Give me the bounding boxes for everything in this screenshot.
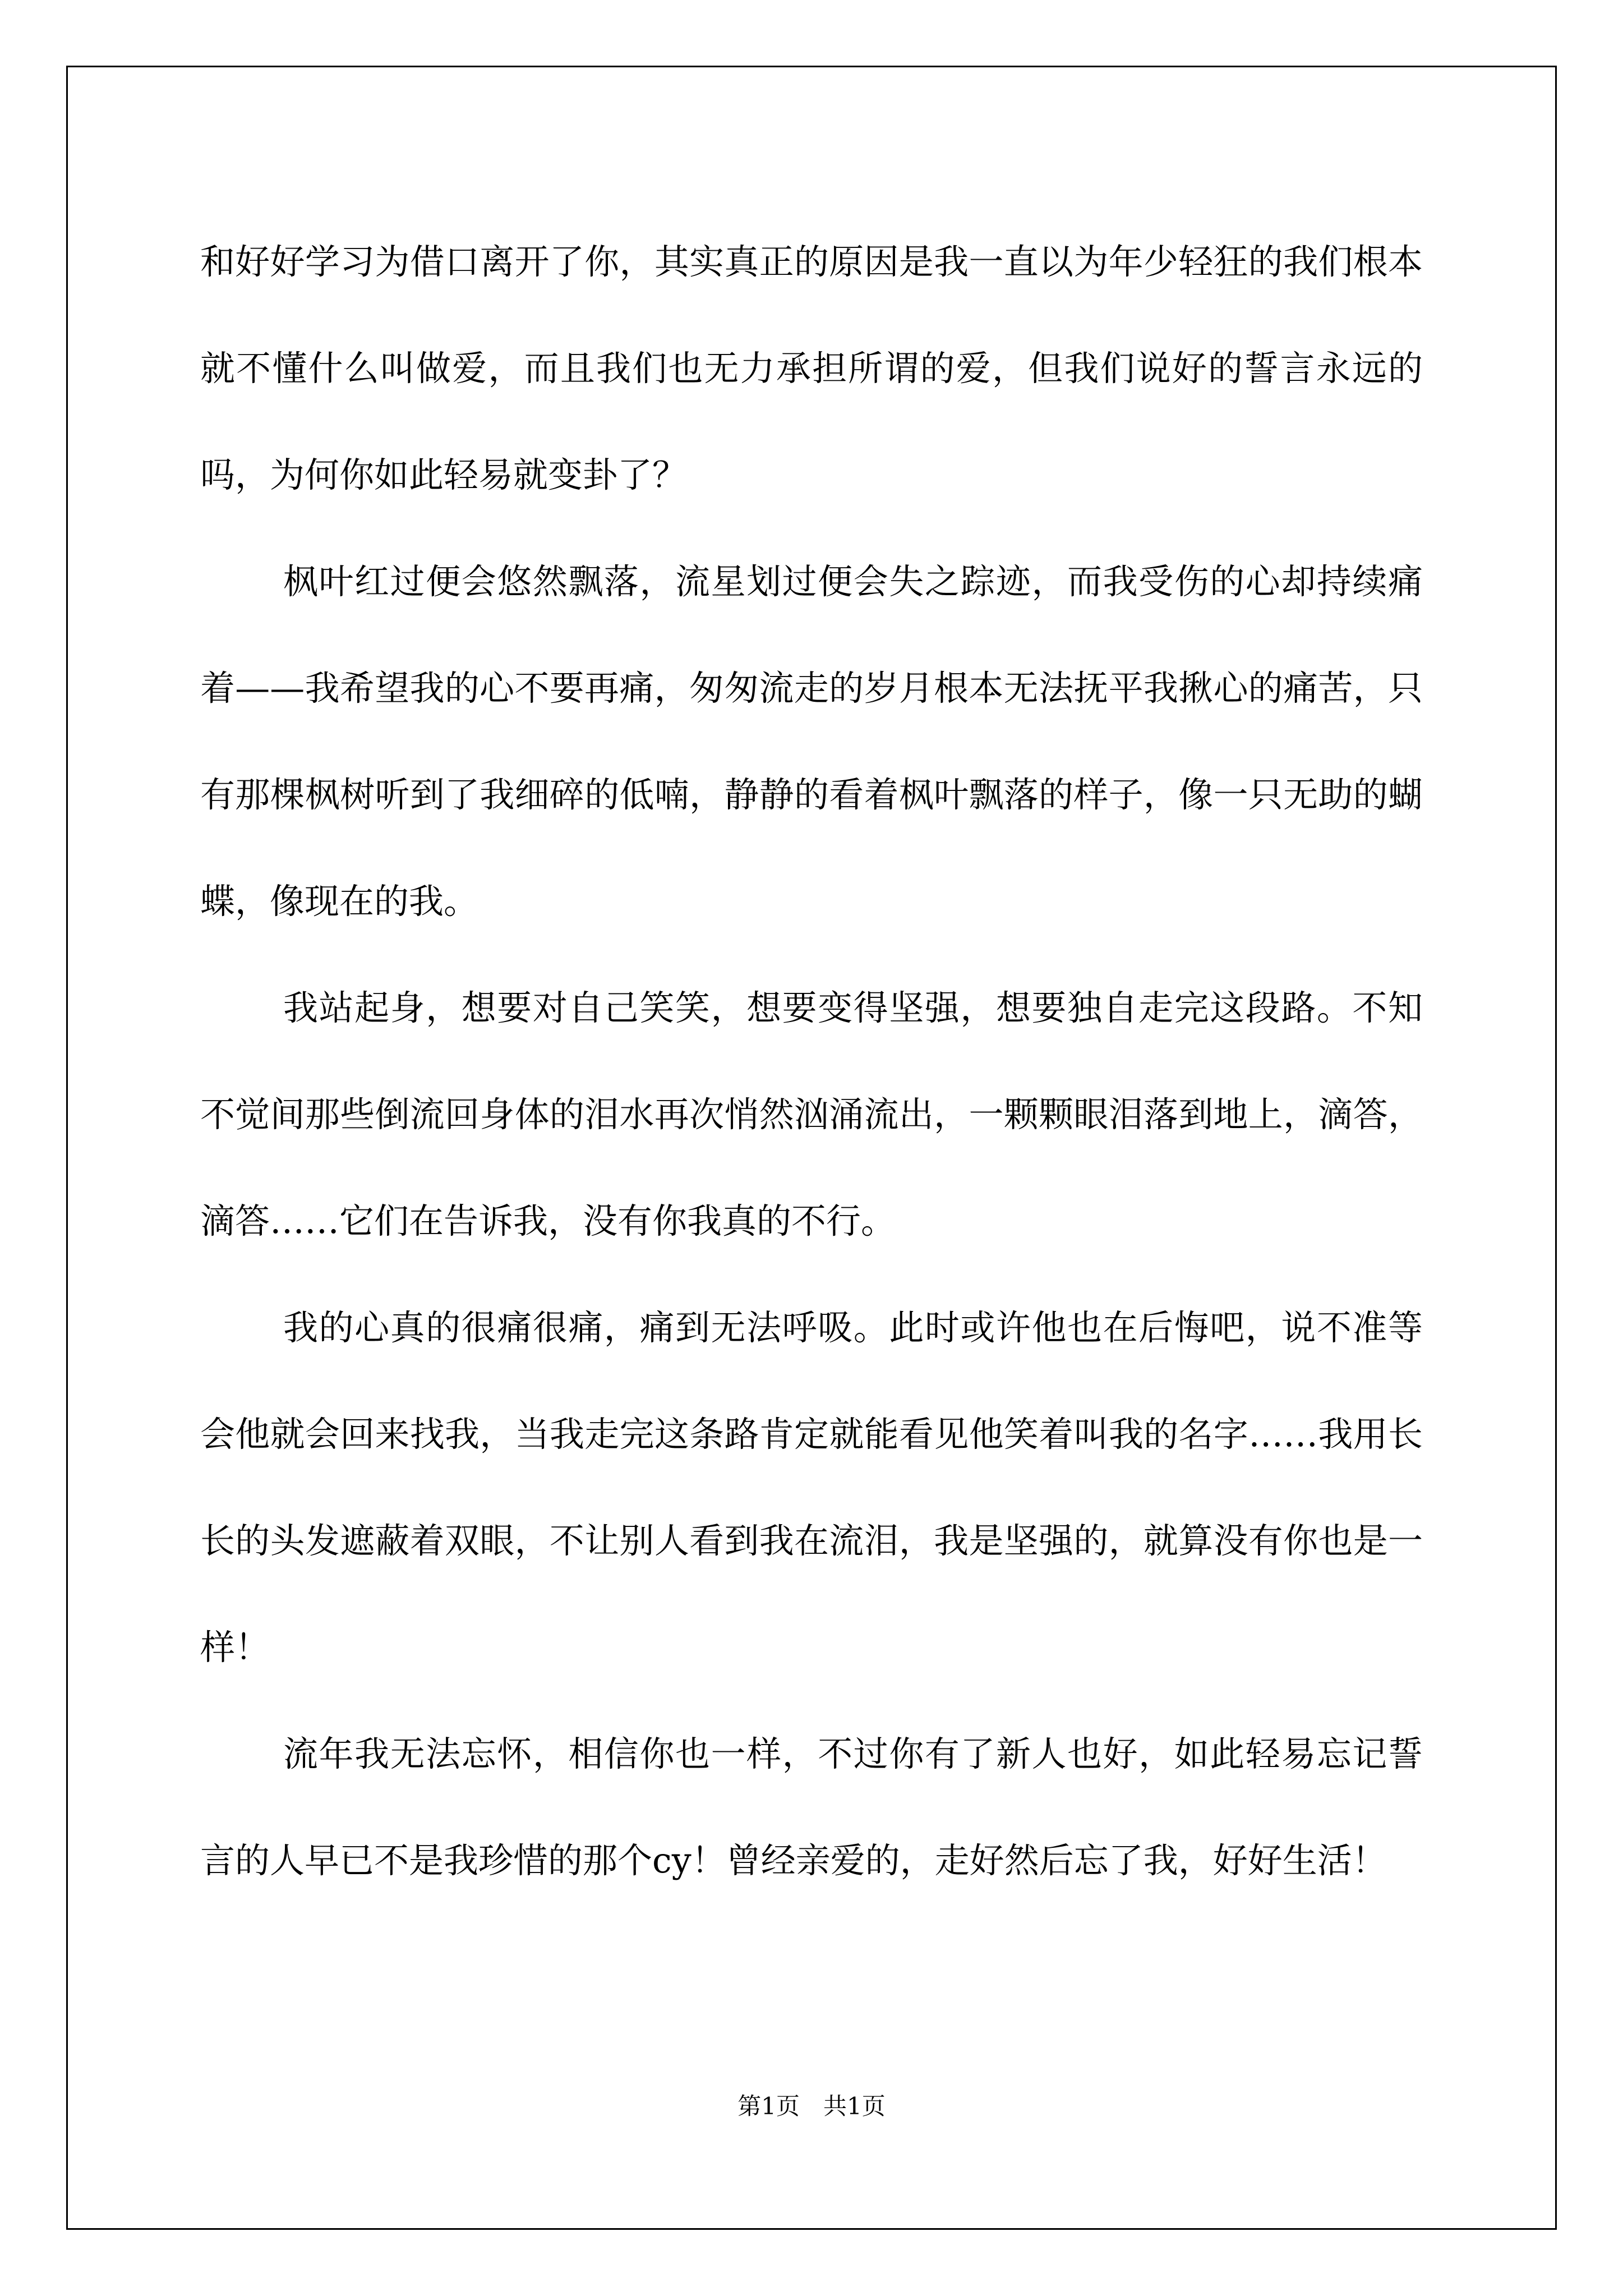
- paragraph-5: 流年我无法忘怀，相信你也一样，不过你有了新人也好，如此轻易忘记誓言的人早已不是我珍惜的那个cy！曾经亲爱的，走好然后忘了我，好好生活！: [200, 1733, 1423, 1881]
- paragraph-2: 枫叶红过便会悠然飘落，流星划过便会失之踪迹，而我受伤的心却持续痛着——我希望我的心不要再痛，匆匆流走的岁月根本无法抚平我揪心的痛苦，只有那棵枫树听到了我细碎的低喃，静静的看着枫叶飘落的样子，像一只无助的蝴蝶，像现在的我。: [200, 561, 1423, 922]
- document-body: [200, 209, 1423, 1914]
- page-footer: 第1页 共1页: [737, 2092, 886, 2120]
- paragraph-1: 和好好学习为借口离开了你，其实真正的原因是我一直以为年少轻狂的我们根本就不懂什么叫做爱，而且我们也无力承担所谓的爱，但我们说好的誓言永远的吗，为何你如此轻易就变卦了？: [200, 241, 1423, 495]
- paragraph-3: 我站起身，想要对自己笑笑，想要变得坚强，想要独自走完这段路。不知不觉间那些倒流回身体的泪水再次悄然汹涌流出，一颗颗眼泪落到地上，滴答，滴答……它们在告诉我，没有你我真的不行。: [200, 987, 1423, 1241]
- paragraph-4: 我的心真的很痛很痛，痛到无法呼吸。此时或许他也在后悔吧，说不准等会他就会回来找我，当我走完这条路肯定就能看见他笑着叫我的名字……我用长长的头发遮蔽着双眼，不让别人看到我在流泪，我是坚强的，就算没有你也是一样！: [200, 1307, 1423, 1668]
